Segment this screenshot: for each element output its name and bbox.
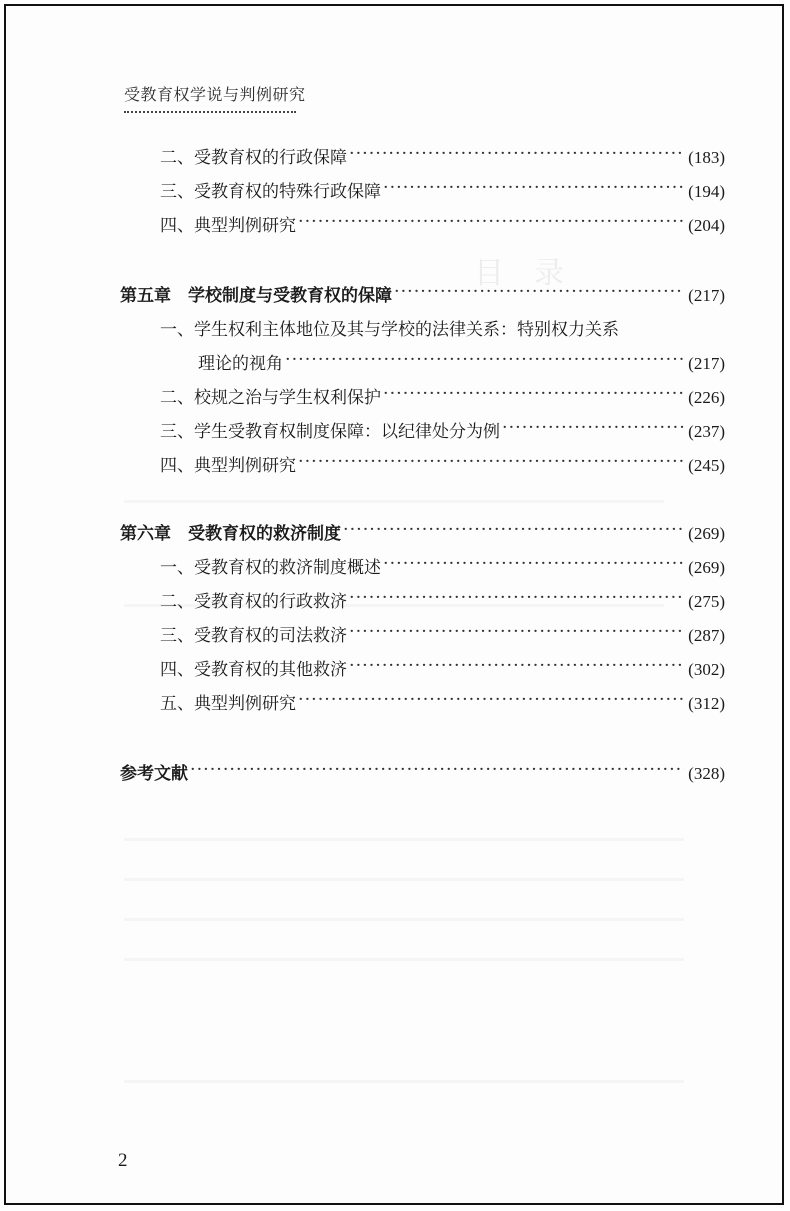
dot-leader bbox=[349, 142, 684, 166]
toc-entry-page: (217) bbox=[688, 286, 725, 305]
toc-entry-page: (237) bbox=[688, 422, 725, 441]
toc-entry[interactable] bbox=[160, 556, 725, 580]
toc-entry-page: (245) bbox=[688, 456, 725, 475]
dot-leader bbox=[285, 348, 684, 372]
dot-leader bbox=[383, 552, 684, 576]
bleed-through-decoration: 目录 bbox=[474, 256, 594, 291]
dot-leader bbox=[349, 620, 684, 644]
toc-entry[interactable] bbox=[160, 214, 725, 238]
dot-leader bbox=[190, 758, 684, 782]
toc-entry-label: 二、受教育权的行政保障 bbox=[160, 148, 347, 168]
toc-entry-page: (312) bbox=[688, 694, 725, 713]
toc-chapter-entry[interactable] bbox=[120, 522, 725, 546]
dot-leader bbox=[298, 210, 684, 234]
toc-chapter-entry[interactable] bbox=[120, 762, 725, 786]
toc-entry-label: 五、典型判例研究 bbox=[160, 694, 296, 714]
toc-entry-label[interactable]: 一、学生权利主体地位及其与学校的法律关系：特别权力关系 bbox=[160, 320, 619, 340]
toc-entry-page: (194) bbox=[688, 182, 725, 201]
toc-entry-label: 三、受教育权的特殊行政保障 bbox=[160, 182, 381, 202]
toc-entry[interactable] bbox=[160, 180, 725, 204]
toc-entry-page: (204) bbox=[688, 216, 725, 235]
toc-chapter-entry[interactable] bbox=[120, 284, 725, 308]
toc-entry-label: 三、学生受教育权制度保障：以纪律处分为例 bbox=[160, 422, 500, 442]
toc-entry-label: 第五章 学校制度与受教育权的保障 bbox=[120, 286, 392, 306]
toc-entry-page: (269) bbox=[688, 524, 725, 543]
toc-entry-page: (275) bbox=[688, 592, 725, 611]
toc-entry-label: 四、受教育权的其他救济 bbox=[160, 660, 347, 680]
dot-leader bbox=[298, 688, 684, 712]
toc-entry[interactable] bbox=[160, 420, 725, 444]
toc-entry-label: 一、受教育权的救济制度概述 bbox=[160, 558, 381, 578]
toc-entry-label: 参考文献 bbox=[120, 764, 188, 784]
toc-entry[interactable] bbox=[198, 352, 725, 376]
toc-entry-label: 二、受教育权的行政救济 bbox=[160, 592, 347, 612]
toc-entry-page: (226) bbox=[688, 388, 725, 407]
dot-leader bbox=[383, 176, 684, 200]
toc-entry[interactable] bbox=[160, 146, 725, 170]
toc-entry-page: (269) bbox=[688, 558, 725, 577]
dot-leader bbox=[502, 416, 684, 440]
page-number: 2 bbox=[118, 1150, 128, 1171]
toc-entry-page: (217) bbox=[688, 354, 725, 373]
toc-entry-label: 理论的视角 bbox=[198, 354, 283, 374]
toc-entry[interactable] bbox=[160, 386, 725, 410]
running-header: 受教育权学说与判例研究 bbox=[124, 82, 296, 113]
dot-leader bbox=[349, 586, 684, 610]
toc-entry[interactable] bbox=[160, 692, 725, 716]
dot-leader bbox=[298, 450, 684, 474]
dot-leader bbox=[349, 654, 684, 678]
toc-entry[interactable] bbox=[160, 624, 725, 648]
toc-entry[interactable] bbox=[160, 454, 725, 478]
toc-entry[interactable] bbox=[160, 590, 725, 614]
toc-entry-label: 三、受教育权的司法救济 bbox=[160, 626, 347, 646]
toc-entry-page: (302) bbox=[688, 660, 725, 679]
dot-leader bbox=[343, 518, 684, 542]
toc-entry-label: 四、典型判例研究 bbox=[160, 456, 296, 476]
toc-entry-page: (328) bbox=[688, 764, 725, 783]
toc-entry-page: (183) bbox=[688, 148, 725, 167]
toc-entry-label: 第六章 受教育权的救济制度 bbox=[120, 524, 341, 544]
toc-entry[interactable] bbox=[160, 658, 725, 682]
dot-leader bbox=[394, 280, 684, 304]
toc-entry-label: 四、典型判例研究 bbox=[160, 216, 296, 236]
dot-leader bbox=[383, 382, 684, 406]
toc-entry-page: (287) bbox=[688, 626, 725, 645]
toc-entry-label: 二、校规之治与学生权利保护 bbox=[160, 388, 381, 408]
